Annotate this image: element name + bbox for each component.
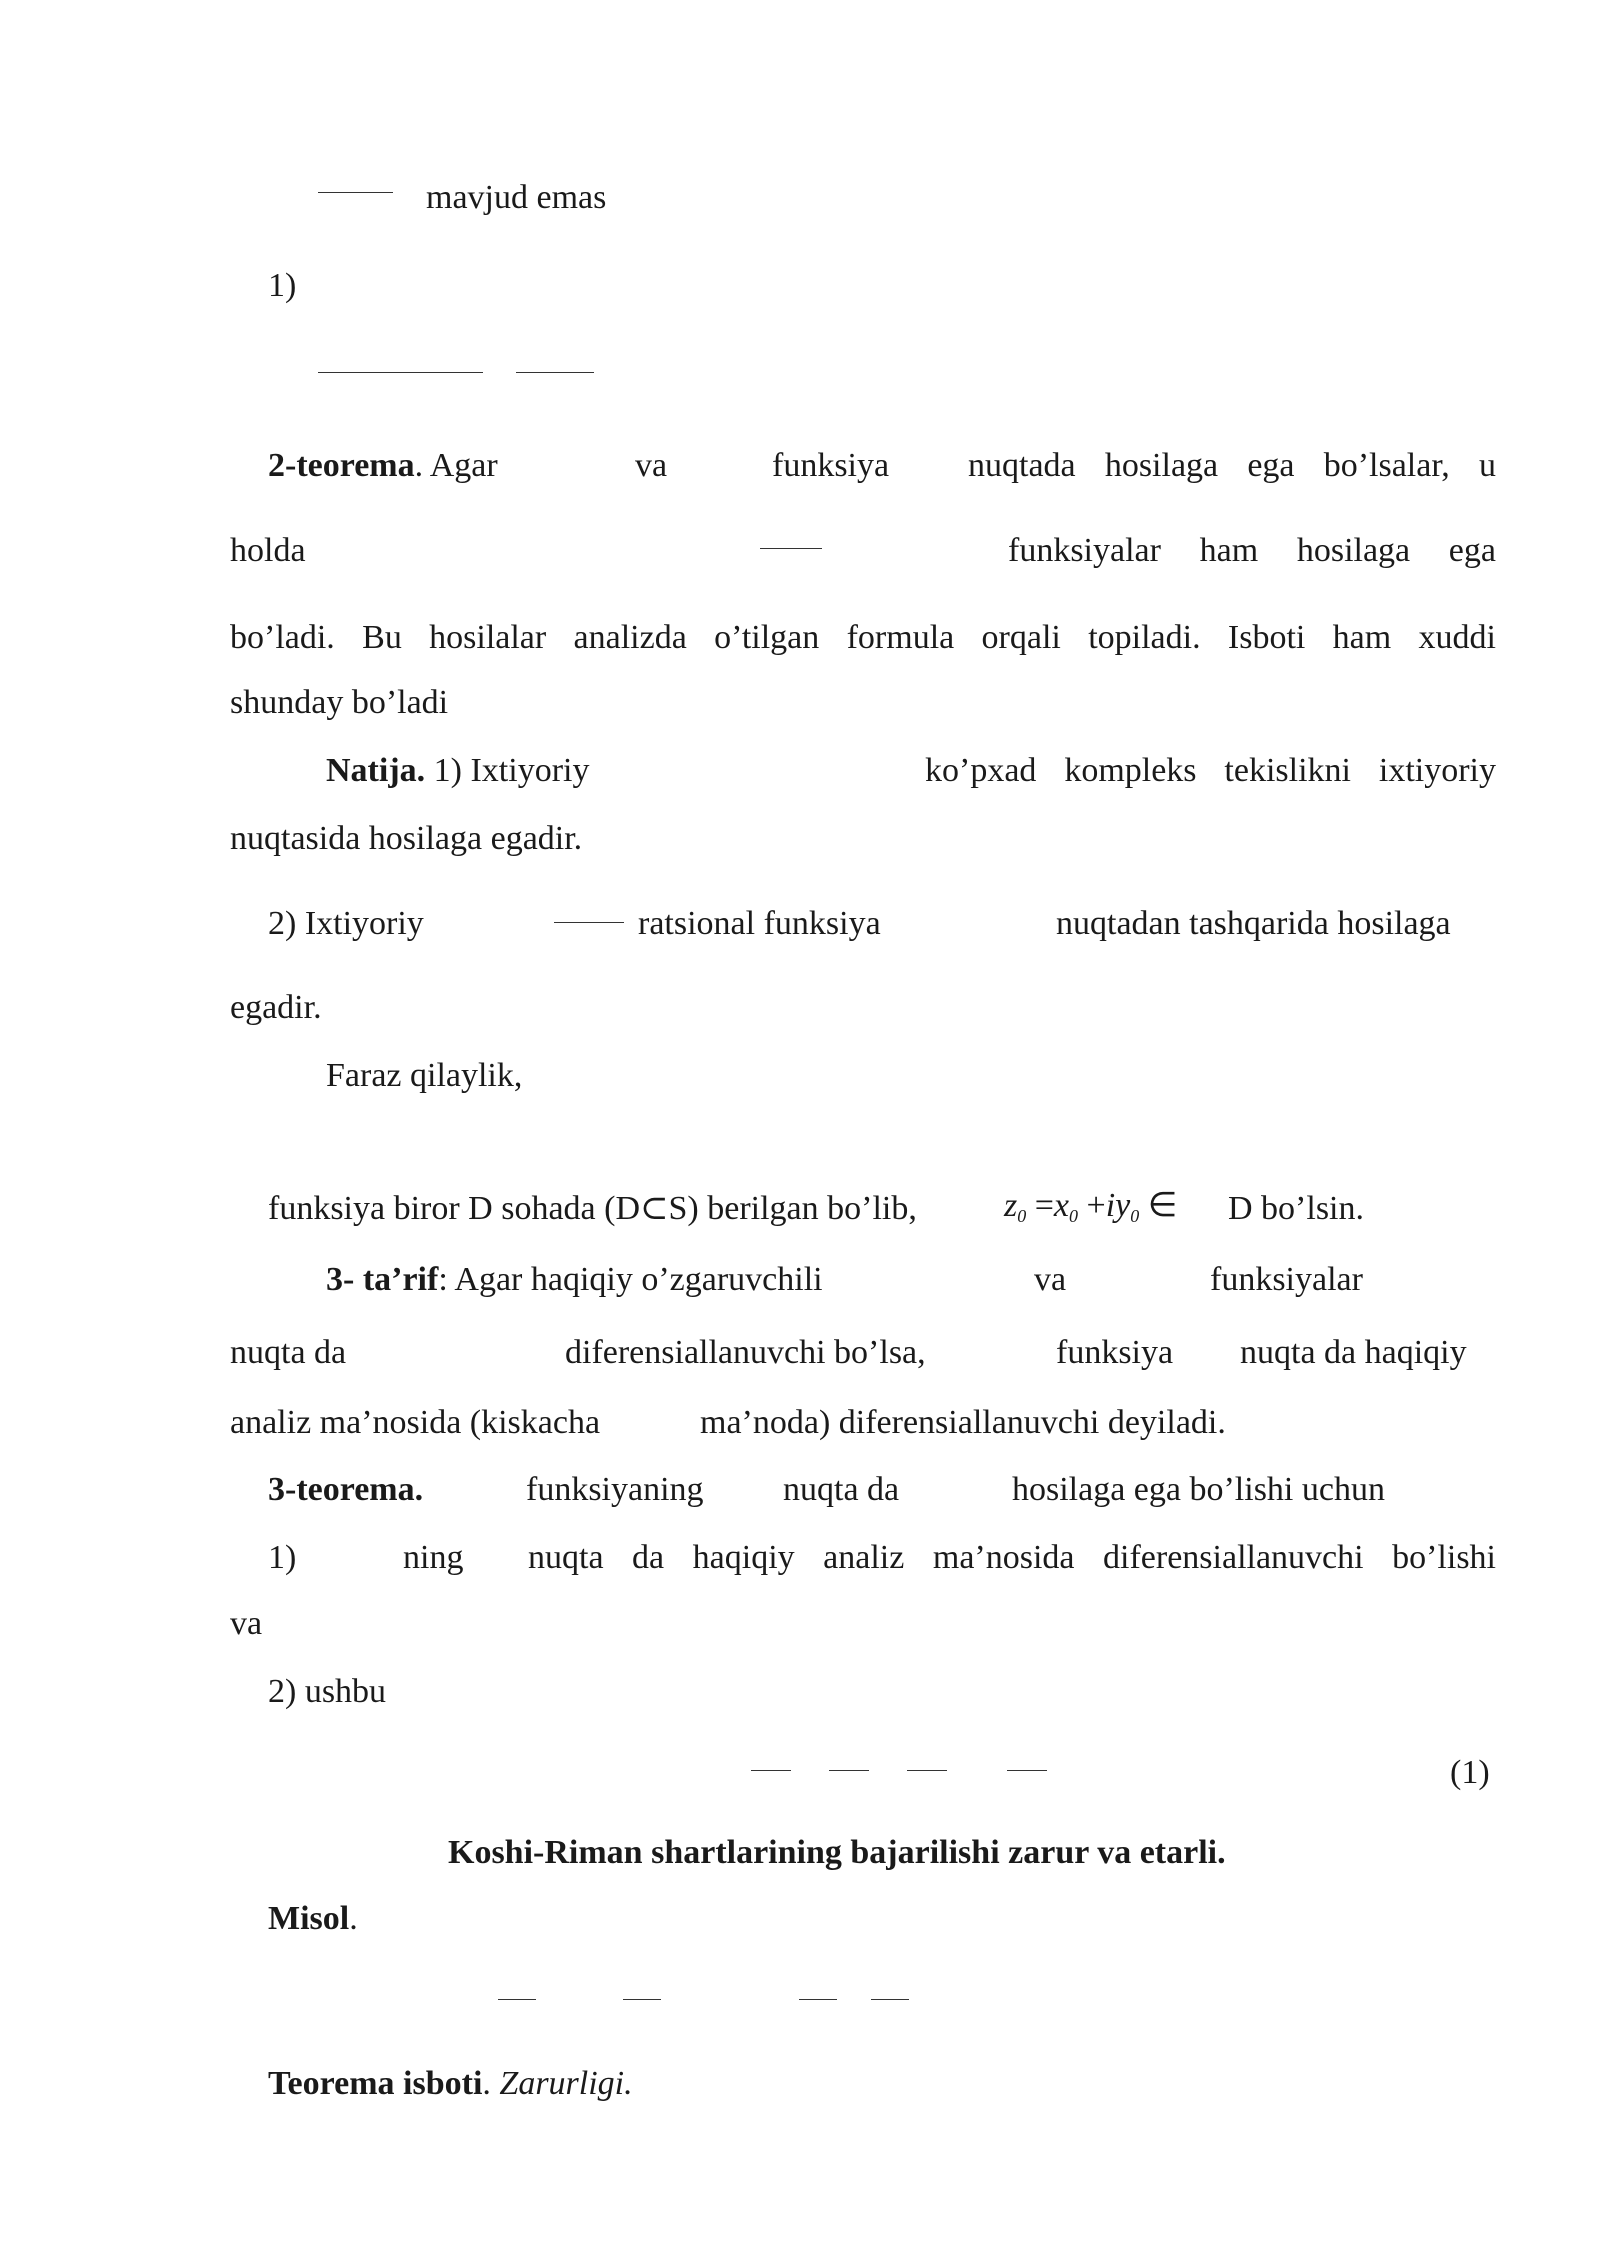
text: nuqta da	[783, 1471, 900, 1508]
text: : Agar haqiqiy o’zgaruvchili	[438, 1261, 823, 1298]
math-var: x	[1053, 1187, 1070, 1224]
math-var: iy	[1105, 1187, 1131, 1224]
text: ratsional funksiya	[638, 905, 881, 942]
text: analiz ma’nosida (kiskacha	[230, 1404, 601, 1441]
text: diferensiallanuvchi bo’lsa,	[565, 1334, 926, 1371]
math-op: ∈	[1147, 1187, 1178, 1224]
text: funksiya	[1056, 1334, 1174, 1371]
text: funksiyalar ham hosilaga ega	[1008, 532, 1496, 569]
text: nuqtada hosilaga ega bo’lsalar, u	[968, 447, 1496, 484]
text-mavjud-emas: mavjud emas	[426, 179, 607, 216]
equation-number: (1)	[1450, 1754, 1490, 1791]
math-op: +	[1086, 1187, 1106, 1224]
paragraph-line	[268, 2064, 633, 2104]
math-sub: 0	[1069, 1206, 1079, 1226]
text: funksiyaning	[526, 1471, 704, 1508]
list-number: 1)	[268, 267, 297, 304]
paragraph-line	[326, 751, 589, 791]
text: .	[349, 1900, 358, 1937]
theorem-label: 3-teorema.	[268, 1471, 424, 1508]
text-va: va	[230, 1605, 263, 1642]
text-va: va	[635, 447, 668, 484]
heading-koshi-riman: Koshi-Riman shartlarining bajarilishi zarur va etarli.	[448, 1834, 1226, 1871]
theorem-label: 2-teorema	[268, 447, 415, 484]
fraction-bar	[554, 922, 624, 923]
math-sub: 0	[1130, 1206, 1140, 1226]
fraction-bar	[829, 1770, 869, 1771]
text: ko’pxad kompleks tekislikni ixtiyoriy	[925, 752, 1496, 789]
paragraph-line: shunday bo’ladi	[230, 684, 449, 721]
paragraph-line: egadir.	[230, 989, 322, 1026]
fraction-bar	[760, 548, 822, 549]
paragraph-line: Faraz qilaylik,	[326, 1057, 523, 1094]
text: nuqta da	[230, 1334, 347, 1371]
text: nuqta da haqiqiy	[1240, 1334, 1467, 1371]
text: 1) Ixtiyoriy	[433, 752, 590, 789]
text: hosilaga ega bo’lishi uchun	[1012, 1471, 1385, 1508]
fraction-bar	[623, 1999, 661, 2000]
fraction-bar	[318, 192, 393, 193]
result-label: Natija.	[326, 752, 426, 789]
math-var: z	[1004, 1187, 1018, 1224]
text-va: va	[1034, 1261, 1067, 1298]
fraction-bar	[751, 1770, 791, 1771]
text: funksiyalar	[1210, 1261, 1363, 1298]
text: Zarurligi.	[499, 2065, 633, 2102]
fraction-bar	[871, 1999, 909, 2000]
text: 2) Ixtiyoriy	[268, 905, 424, 942]
text: .	[482, 2065, 491, 2102]
text: nuqtadan tashqarida hosilaga	[1056, 905, 1451, 942]
text: ning	[403, 1539, 464, 1576]
fraction-bar	[498, 1999, 536, 2000]
definition-label: 3- ta’rif	[326, 1261, 439, 1298]
fraction-bar	[1007, 1770, 1047, 1771]
text: . Agar	[414, 447, 498, 484]
math-sub: 0	[1017, 1206, 1027, 1226]
example-label: Misol	[268, 1900, 350, 1937]
text: ma’noda) diferensiallanuvchi deyiladi.	[700, 1404, 1226, 1441]
fraction-bar	[907, 1770, 947, 1771]
text-funksiya: funksiya	[772, 447, 890, 484]
text: D bo’lsin.	[1228, 1190, 1364, 1227]
paragraph-line: nuqtasida hosilaga egadir.	[230, 820, 583, 857]
text-holda: holda	[230, 532, 306, 569]
paragraph-line	[326, 1260, 823, 1300]
proof-label: Teorema isboti	[268, 2065, 483, 2102]
text: funksiya biror D sohada (D⊂S) berilgan bo’lib,	[268, 1190, 917, 1227]
math-op: =	[1034, 1187, 1054, 1224]
fraction-bar	[318, 372, 483, 373]
fraction-bar	[799, 1999, 837, 2000]
fraction-bar	[516, 372, 594, 373]
text: nuqta da haqiqiy analiz ma’nosida diferensiallanuvchi bo’lishi	[528, 1539, 1496, 1576]
list-number: 1)	[268, 1539, 297, 1576]
text: 2) ushbu	[268, 1673, 387, 1710]
paragraph-line	[268, 1899, 358, 1939]
paragraph-line	[268, 446, 498, 486]
paragraph-line: bo’ladi. Bu hosilalar analizda o’tilgan formula orqali topiladi. Isboti ham xuddi	[230, 619, 1496, 656]
math-expression	[1004, 1186, 1177, 1236]
